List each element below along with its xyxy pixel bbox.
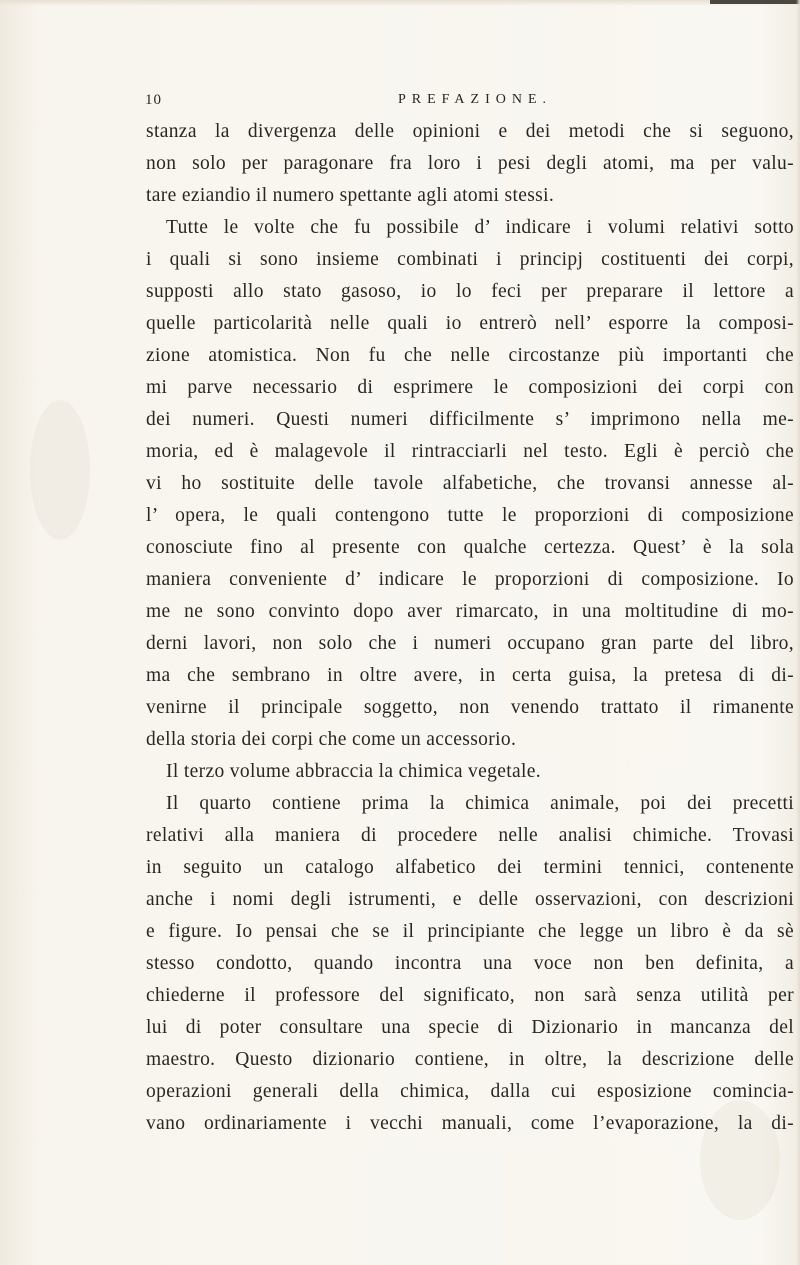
text-line: non solo per paragonare fra loro i pesi degli atomi, ma per valu-	[146, 153, 794, 174]
text-line: relativi alla maniera di procedere nelle analisi chimiche. Trovasi	[146, 825, 794, 846]
scan-edge-mark	[710, 0, 800, 4]
text-line: della storia dei corpi che come un accessorio.	[146, 729, 517, 750]
page-top-edge	[0, 0, 800, 6]
page-right-edge	[796, 0, 800, 1265]
text-line: maniera conveniente d’ indicare le proporzioni di composizione. Io	[146, 569, 794, 590]
text-line: l’ opera, le quali contengono tutte le proporzioni di composizione	[146, 505, 794, 526]
text-line: lui di poter consultare una specie di Dizionario in mancanza del	[146, 1017, 794, 1038]
text-line: chiederne il professore del significato, non sarà senza utilità per	[146, 985, 794, 1006]
text-line: stanza la divergenza delle opinioni e dei metodi che si seguono,	[146, 121, 794, 142]
text-line: anche i nomi degli istrumenti, e delle osservazioni, con descrizioni	[146, 889, 794, 910]
text-line: Il quarto contiene prima la chimica animale, poi dei precetti	[166, 793, 794, 814]
text-line: moria, ed è malagevole il rintracciarli nel testo. Egli è perciò che	[146, 441, 794, 462]
text-line: venirne il principale soggetto, non venendo trattato il rimanente	[146, 697, 794, 718]
text-line: conosciute fino al presente con qualche certezza. Quest’ è la sola	[146, 537, 794, 558]
text-line: supposti allo stato gasoso, io lo feci per preparare il lettore a	[146, 281, 794, 302]
text-line: Il terzo volume abbraccia la chimica vegetale.	[166, 761, 542, 782]
text-line: in seguito un catalogo alfabetico dei termini tennici, contenente	[146, 857, 794, 878]
text-line: zione atomistica. Non fu che nelle circostanze più importanti che	[146, 345, 794, 366]
page-number: 10	[145, 92, 162, 108]
text-line: mi parve necessario di esprimere le composizioni dei corpi con	[146, 377, 794, 398]
text-line: ma che sembrano in oltre avere, in certa guisa, la pretesa di di-	[146, 665, 794, 686]
text-line: derni lavori, non solo che i numeri occupano gran parte del libro,	[146, 633, 794, 654]
text-line: e figure. Io pensai che se il principiante che legge un libro è da sè	[146, 921, 794, 942]
text-line: me ne sono convinto dopo aver rimarcato, in una moltitudine di mo-	[146, 601, 794, 622]
text-line: dei numeri. Questi numeri difficilmente s’ imprimono nella me-	[146, 409, 794, 430]
body-text	[146, 116, 794, 1140]
text-line: maestro. Questo dizionario contiene, in oltre, la descrizione delle	[146, 1049, 794, 1070]
text-line: tare eziandio il numero spettante agli atomi stessi.	[146, 185, 555, 206]
text-line: stesso condotto, quando incontra una voce non ben definita, a	[146, 953, 794, 974]
paper-stain	[30, 400, 90, 540]
text-line: vano ordinariamente i vecchi manuali, come l’evaporazione, la di-	[146, 1113, 794, 1134]
text-line: Tutte le volte che fu possibile d’ indicare i volumi relativi sotto	[166, 217, 794, 238]
text-line: quelle particolarità nelle quali io entrerò nell’ esporre la composi-	[146, 313, 794, 334]
page-header-title: PREFAZIONE.	[398, 92, 553, 107]
text-line: i quali si sono insieme combinati i principj costituenti dei corpi,	[146, 249, 794, 270]
running-head	[145, 92, 700, 112]
text-line: operazioni generali della chimica, dalla cui esposizione comincia-	[146, 1081, 794, 1102]
text-line: vi ho sostituite delle tavole alfabetiche, che trovansi annesse al-	[146, 473, 794, 494]
